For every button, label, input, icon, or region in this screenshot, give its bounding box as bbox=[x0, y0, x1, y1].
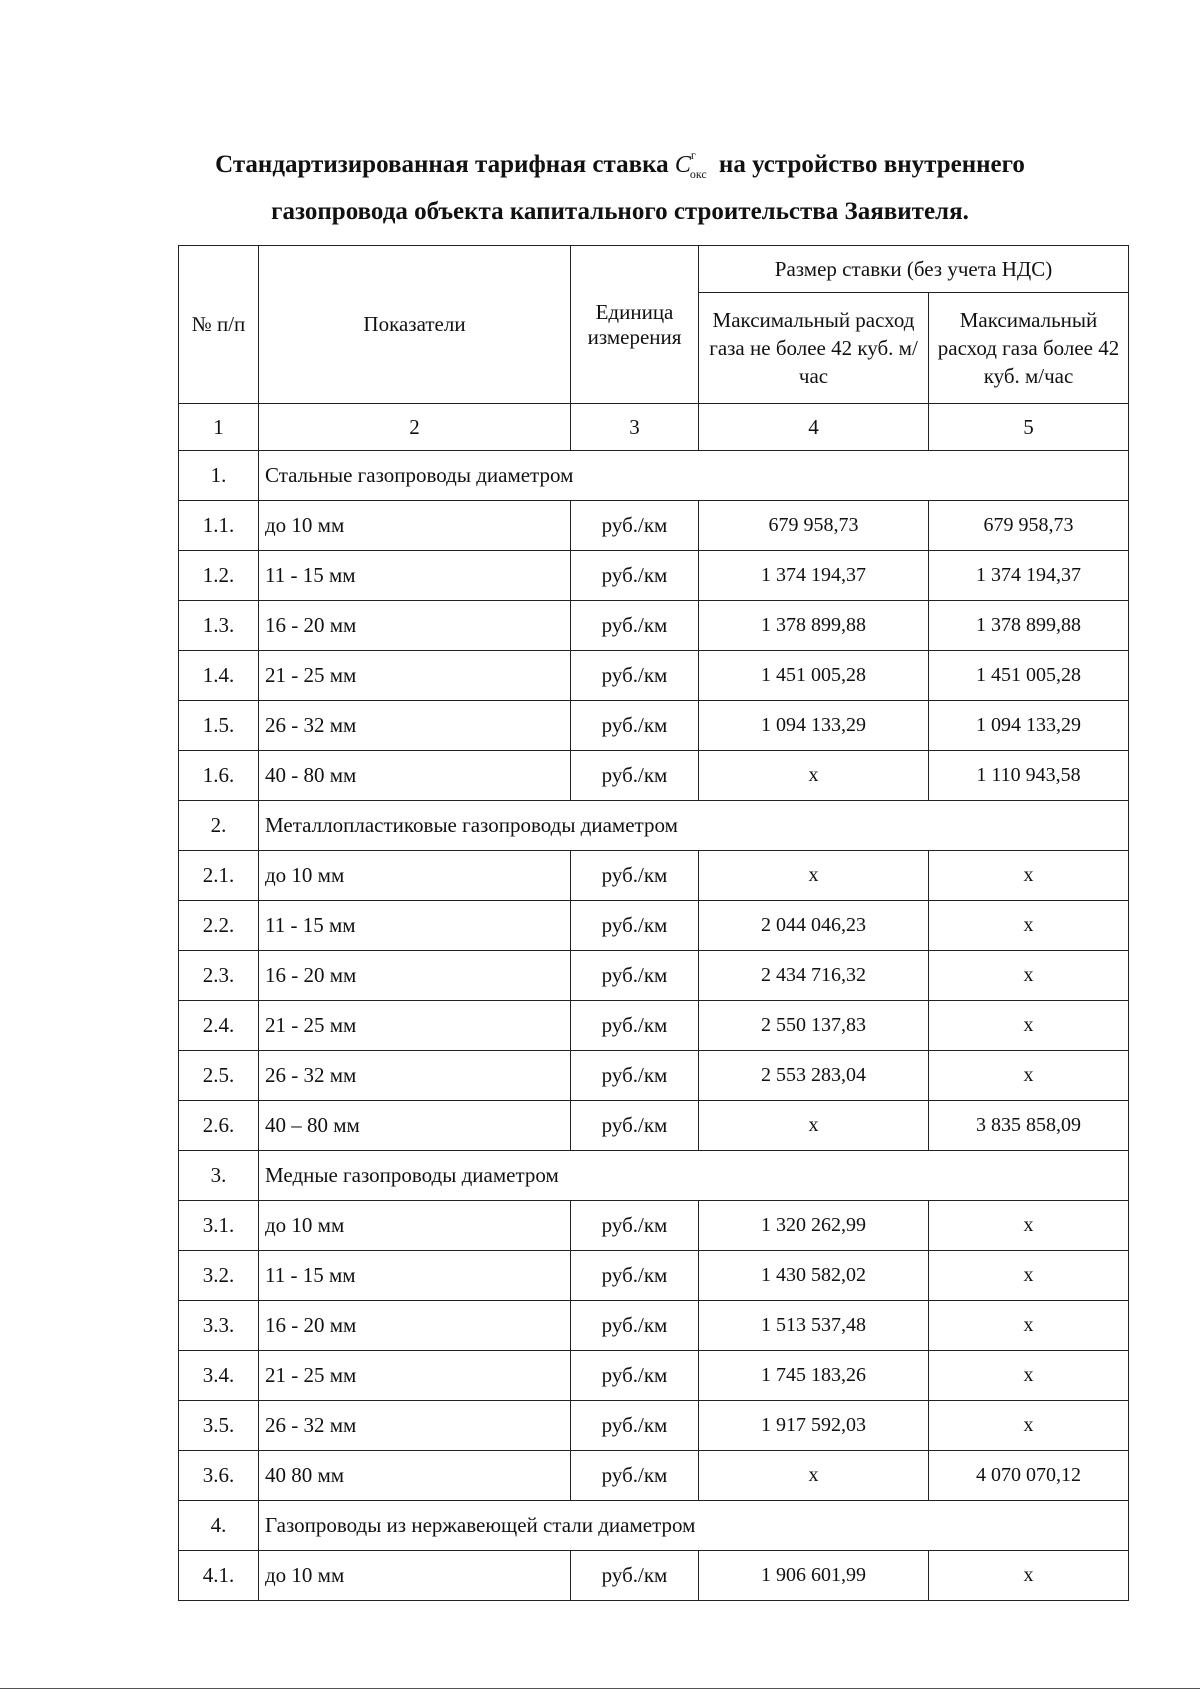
row-number: 1.3. bbox=[179, 601, 259, 651]
row-unit: руб./км bbox=[571, 701, 699, 751]
table-row bbox=[179, 1201, 1129, 1251]
row-number: 1.5. bbox=[179, 701, 259, 751]
row-rate-low: 1 094 133,29 bbox=[699, 701, 929, 751]
row-rate-high: x bbox=[929, 901, 1129, 951]
row-number: 2.6. bbox=[179, 1101, 259, 1151]
section-row bbox=[179, 1501, 1129, 1551]
title-line1-after: на устройство внутреннего bbox=[718, 151, 1025, 178]
row-rate-low: x bbox=[699, 1451, 929, 1501]
header-unit: Единица измерения bbox=[571, 246, 699, 404]
row-rate-high: x bbox=[929, 1301, 1129, 1351]
row-indicator: 16 - 20 мм bbox=[259, 601, 571, 651]
row-rate-high: x bbox=[929, 1351, 1129, 1401]
row-rate-high: 679 958,73 bbox=[929, 501, 1129, 551]
row-number: 4. bbox=[179, 1501, 259, 1551]
column-number: 5 bbox=[929, 404, 1129, 451]
table-row bbox=[179, 901, 1129, 951]
row-indicator: 21 - 25 мм bbox=[259, 651, 571, 701]
table-row bbox=[179, 1301, 1129, 1351]
row-unit: руб./км bbox=[571, 601, 699, 651]
row-number: 1.1. bbox=[179, 501, 259, 551]
row-rate-high: 1 451 005,28 bbox=[929, 651, 1129, 701]
row-unit: руб./км bbox=[571, 1251, 699, 1301]
row-rate-high: x bbox=[929, 1401, 1129, 1451]
rate-symbol-sub: окс bbox=[689, 166, 707, 181]
row-number: 1. bbox=[179, 451, 259, 501]
row-rate-high: x bbox=[929, 851, 1129, 901]
table-row bbox=[179, 1351, 1129, 1401]
row-number: 2.4. bbox=[179, 1001, 259, 1051]
row-rate-high: x bbox=[929, 1051, 1129, 1101]
row-rate-high: x bbox=[929, 951, 1129, 1001]
row-indicator: 21 - 25 мм bbox=[259, 1001, 571, 1051]
row-indicator: до 10 мм bbox=[259, 851, 571, 901]
section-title: Медные газопроводы диаметром bbox=[259, 1151, 1129, 1201]
page-bottom-rule bbox=[0, 1688, 1200, 1689]
row-rate-high: x bbox=[929, 1251, 1129, 1301]
row-indicator: 26 - 32 мм bbox=[259, 1051, 571, 1101]
row-number: 2.1. bbox=[179, 851, 259, 901]
row-number: 2.2. bbox=[179, 901, 259, 951]
header-no: № п/п bbox=[179, 246, 259, 404]
row-rate-high: 4 070 070,12 bbox=[929, 1451, 1129, 1501]
row-number: 4.1. bbox=[179, 1551, 259, 1601]
rate-symbol-base: С bbox=[674, 152, 691, 178]
section-row bbox=[179, 451, 1129, 501]
table-row bbox=[179, 1051, 1129, 1101]
table-row bbox=[179, 951, 1129, 1001]
row-number: 1.4. bbox=[179, 651, 259, 701]
row-indicator: 11 - 15 мм bbox=[259, 551, 571, 601]
section-row bbox=[179, 1151, 1129, 1201]
row-rate-high: x bbox=[929, 1201, 1129, 1251]
row-rate-high: 3 835 858,09 bbox=[929, 1101, 1129, 1151]
column-number: 2 bbox=[259, 404, 571, 451]
title-line1-before: Стандартизированная тарифная ставка bbox=[215, 151, 669, 178]
row-rate-high: 1 374 194,37 bbox=[929, 551, 1129, 601]
row-indicator: до 10 мм bbox=[259, 501, 571, 551]
row-rate-low: 1 513 537,48 bbox=[699, 1301, 929, 1351]
table-row bbox=[179, 1101, 1129, 1151]
table-body bbox=[179, 451, 1129, 1601]
header-indicators: Показатели bbox=[259, 246, 571, 404]
table-row bbox=[179, 651, 1129, 701]
row-indicator: до 10 мм bbox=[259, 1201, 571, 1251]
table-row bbox=[179, 501, 1129, 551]
row-number: 3.1. bbox=[179, 1201, 259, 1251]
row-indicator: 16 - 20 мм bbox=[259, 1301, 571, 1351]
tariff-table bbox=[178, 245, 1129, 1601]
row-number: 3.5. bbox=[179, 1401, 259, 1451]
rate-symbol-sup: г bbox=[690, 148, 696, 162]
table-row bbox=[179, 1251, 1129, 1301]
row-unit: руб./км bbox=[571, 951, 699, 1001]
row-indicator: 16 - 20 мм bbox=[259, 951, 571, 1001]
table-row bbox=[179, 1451, 1129, 1501]
section-row bbox=[179, 801, 1129, 851]
header-rate-low: Максимальный расход газа не более 42 куб. м/час bbox=[699, 293, 929, 404]
table-row bbox=[179, 751, 1129, 801]
row-number: 3.3. bbox=[179, 1301, 259, 1351]
row-rate-low: 1 451 005,28 bbox=[699, 651, 929, 701]
rate-symbol bbox=[674, 148, 713, 181]
header-rate-high: Максимальный расход газа более 42 куб. м/час bbox=[929, 293, 1129, 404]
row-rate-low: 2 434 716,32 bbox=[699, 951, 929, 1001]
row-rate-low: 1 906 601,99 bbox=[699, 1551, 929, 1601]
row-number: 1.6. bbox=[179, 751, 259, 801]
row-number: 1.2. bbox=[179, 551, 259, 601]
row-number: 3.4. bbox=[179, 1351, 259, 1401]
row-rate-low: x bbox=[699, 751, 929, 801]
section-title: Металлопластиковые газопроводы диаметром bbox=[259, 801, 1129, 851]
row-number: 3.6. bbox=[179, 1451, 259, 1501]
row-rate-low: 2 044 046,23 bbox=[699, 901, 929, 951]
table-row bbox=[179, 851, 1129, 901]
row-number: 2. bbox=[179, 801, 259, 851]
row-unit: руб./км bbox=[571, 1401, 699, 1451]
section-title: Газопроводы из нержавеющей стали диаметром bbox=[259, 1501, 1129, 1551]
row-indicator: до 10 мм bbox=[259, 1551, 571, 1601]
row-unit: руб./км bbox=[571, 751, 699, 801]
row-unit: руб./км bbox=[571, 1351, 699, 1401]
section-title: Стальные газопроводы диаметром bbox=[259, 451, 1129, 501]
row-number: 2.5. bbox=[179, 1051, 259, 1101]
row-rate-high: x bbox=[929, 1001, 1129, 1051]
row-rate-high: 1 094 133,29 bbox=[929, 701, 1129, 751]
row-indicator: 40 - 80 мм bbox=[259, 751, 571, 801]
row-indicator: 21 - 25 мм bbox=[259, 1351, 571, 1401]
title-line2: газопровода объекта капитального строительства Заявителя. bbox=[271, 197, 969, 225]
page-title bbox=[150, 140, 1090, 231]
row-rate-low: 2 550 137,83 bbox=[699, 1001, 929, 1051]
row-rate-low: 1 745 183,26 bbox=[699, 1351, 929, 1401]
row-unit: руб./км bbox=[571, 501, 699, 551]
row-rate-low: x bbox=[699, 851, 929, 901]
table-row bbox=[179, 601, 1129, 651]
table-row bbox=[179, 551, 1129, 601]
header-rate-group: Размер ставки (без учета НДС) bbox=[699, 246, 1129, 293]
row-unit: руб./км bbox=[571, 1451, 699, 1501]
table-row bbox=[179, 1001, 1129, 1051]
table-row bbox=[179, 1401, 1129, 1451]
row-unit: руб./км bbox=[571, 1201, 699, 1251]
row-rate-low: 679 958,73 bbox=[699, 501, 929, 551]
row-indicator: 26 - 32 мм bbox=[259, 701, 571, 751]
row-unit: руб./км bbox=[571, 1101, 699, 1151]
row-rate-low: 2 553 283,04 bbox=[699, 1051, 929, 1101]
column-number-row bbox=[179, 404, 1129, 451]
row-number: 3.2. bbox=[179, 1251, 259, 1301]
row-unit: руб./км bbox=[571, 1051, 699, 1101]
row-indicator: 40 – 80 мм bbox=[259, 1101, 571, 1151]
row-rate-low: 1 374 194,37 bbox=[699, 551, 929, 601]
row-unit: руб./км bbox=[571, 1301, 699, 1351]
row-unit: руб./км bbox=[571, 851, 699, 901]
row-rate-low: 1 430 582,02 bbox=[699, 1251, 929, 1301]
row-rate-high: x bbox=[929, 1551, 1129, 1601]
row-unit: руб./км bbox=[571, 1001, 699, 1051]
row-number: 2.3. bbox=[179, 951, 259, 1001]
row-indicator: 11 - 15 мм bbox=[259, 1251, 571, 1301]
column-number: 3 bbox=[571, 404, 699, 451]
row-number: 3. bbox=[179, 1151, 259, 1201]
row-indicator: 11 - 15 мм bbox=[259, 901, 571, 951]
row-unit: руб./км bbox=[571, 1551, 699, 1601]
row-unit: руб./км bbox=[571, 901, 699, 951]
row-rate-high: 1 110 943,58 bbox=[929, 751, 1129, 801]
row-rate-low: 1 320 262,99 bbox=[699, 1201, 929, 1251]
table-row bbox=[179, 701, 1129, 751]
row-indicator: 40 80 мм bbox=[259, 1451, 571, 1501]
row-rate-low: 1 917 592,03 bbox=[699, 1401, 929, 1451]
table-header bbox=[179, 246, 1129, 451]
row-unit: руб./км bbox=[571, 651, 699, 701]
table-row bbox=[179, 1551, 1129, 1601]
row-indicator: 26 - 32 мм bbox=[259, 1401, 571, 1451]
row-rate-low: 1 378 899,88 bbox=[699, 601, 929, 651]
row-rate-high: 1 378 899,88 bbox=[929, 601, 1129, 651]
row-rate-low: x bbox=[699, 1101, 929, 1151]
column-number: 4 bbox=[699, 404, 929, 451]
column-number: 1 bbox=[179, 404, 259, 451]
row-unit: руб./км bbox=[571, 551, 699, 601]
